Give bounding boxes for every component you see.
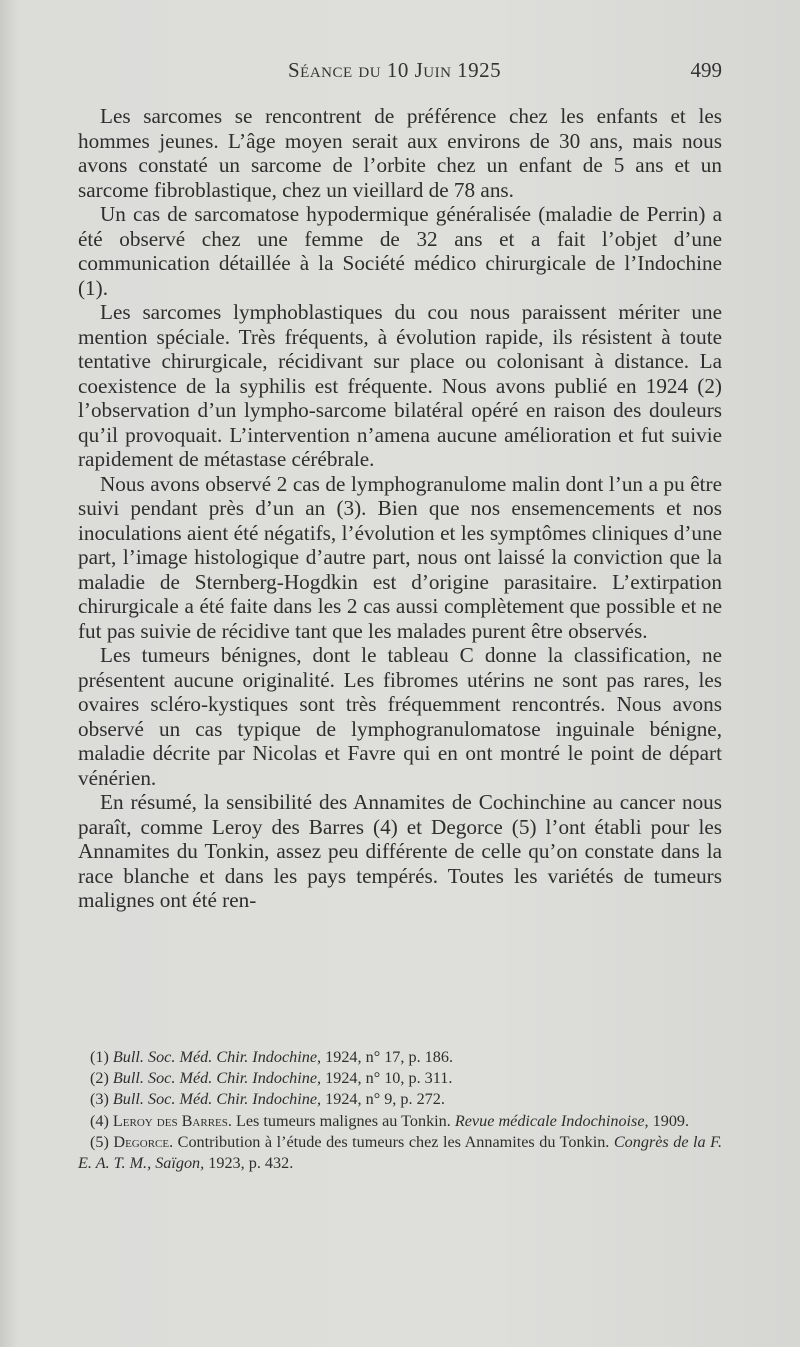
footnote — [78, 1047, 722, 1068]
paragraph: Un cas de sarcomatose hypodermique généralisée (maladie de Perrin) a été observé chez une femme de 32 ans et a fait l’objet d’une communication détaillée à la Société médico chirurgicale de l’Indochine (1). — [78, 202, 722, 300]
footnote-reference: Bull. Soc. Méd. Chir. Indochine, — [112, 1090, 322, 1109]
footnote-details: 1924, n° 17, p. 186. — [321, 1048, 454, 1066]
main-text — [78, 104, 722, 913]
page-header — [80, 58, 722, 88]
footnote-number: (4) — [90, 1111, 109, 1130]
footnote-reference: Congrès de la F. E. A. T. M., Saïgon, — [78, 1132, 722, 1173]
footnote-number: (2) — [90, 1069, 109, 1088]
footnote-details: 1924, n° 10, p. 311. — [321, 1069, 453, 1088]
paragraph: En résumé, la sensibilité des Annamites de Cochinchine au cancer nous paraît, comme Leroy des Barres (4) et Degorce (5) l’ont établi pour les Annamites du Tonkin, assez peu différente de celle qu’on constate dans la race blanche et dans les pays tempérés. Toutes les variétés de tumeurs malignes ont été ren- — [78, 790, 722, 912]
footnote-author: Degorce. — [113, 1132, 174, 1151]
paragraph: Nous avons observé 2 cas de lymphogranulome malin dont l’un a pu être suivi pendant près d’un an (3). Bien que nos ensemencements et nos inoculations aient été négatifs, l’évolution et les symptômes cliniques d’une part, l’image histologique d’autre part, nous ont laissé la conviction que la maladie de Sternberg-Hogdkin est d’origine parasitaire. L’extirpation chirurgicale a été faite dans les 2 cas aussi complètement que possible et ne fut pas suivie de récidive tant que les malades purent être observés. — [78, 471, 722, 643]
footnote — [78, 1111, 722, 1132]
footnote-reference: Revue médicale Indochinoise, — [454, 1111, 649, 1130]
footnote — [78, 1132, 722, 1174]
paragraph: Les sarcomes se rencontrent de préférence chez les enfants et les hommes jeunes. L’âge moyen serait aux environs de 30 ans, mais nous avons constaté un sarcome de l’orbite chez un enfant de 5 ans et un sarcome fibroblastique, chez un vieillard de 78 ans. — [78, 104, 722, 202]
footnote-number: (1) — [90, 1048, 109, 1066]
footnote — [78, 1089, 722, 1110]
footnote-details: 1923, p. 432. — [204, 1154, 294, 1173]
footnote — [78, 1068, 722, 1089]
footnote-author: Leroy des Barres. — [112, 1111, 232, 1130]
paragraph: Les tumeurs bénignes, dont le tableau C donne la classification, ne présentent aucune originalité. Les fibromes utérins ne sont pas rares, les ovaires scléro-kystiques sont très fréquemment rencontrés. Nous avons observé un cas typique de lymphogranulomatose inguinale bénigne, maladie décrite par Nicolas et Favre qui en ont montré le point de départ vénérien. — [78, 643, 722, 790]
footnotes — [78, 1047, 722, 1174]
footnote-text: Contribution à l’étude des tumeurs chez les Annamites du Tonkin. — [173, 1132, 614, 1151]
footnote-details: 1924, n° 9, p. 272. — [321, 1090, 445, 1109]
footnote-number: (3) — [90, 1090, 109, 1109]
footnote-reference: Bull. Soc. Méd. Chir. Indochine, — [112, 1048, 322, 1066]
footnote-details: 1909. — [648, 1111, 690, 1130]
footnote-text: Les tumeurs malignes au Tonkin. — [231, 1111, 455, 1130]
page-number: 499 — [690, 58, 722, 82]
running-title: Séance du 10 Juin 1925 — [288, 58, 502, 82]
footnote-number: (5) — [90, 1132, 109, 1151]
footnote-reference: Bull. Soc. Méd. Chir. Indochine, — [112, 1069, 322, 1088]
paragraph: Les sarcomes lymphoblastiques du cou nous paraissent mériter une mention spéciale. Très fréquents, à évolution rapide, ils résistent à toute tentative chirurgicale, récidivant sur place ou colonisant à distance. La coexistence de la syphilis est fréquente. Nous avons publié en 1924 (2) l’observation d’un lympho-sarcome bilatéral opéré en raison des douleurs qu’il provoquait. L’intervention n’amena aucune amélioration et fut suivie rapidement de métastase cérébrale. — [78, 300, 722, 471]
